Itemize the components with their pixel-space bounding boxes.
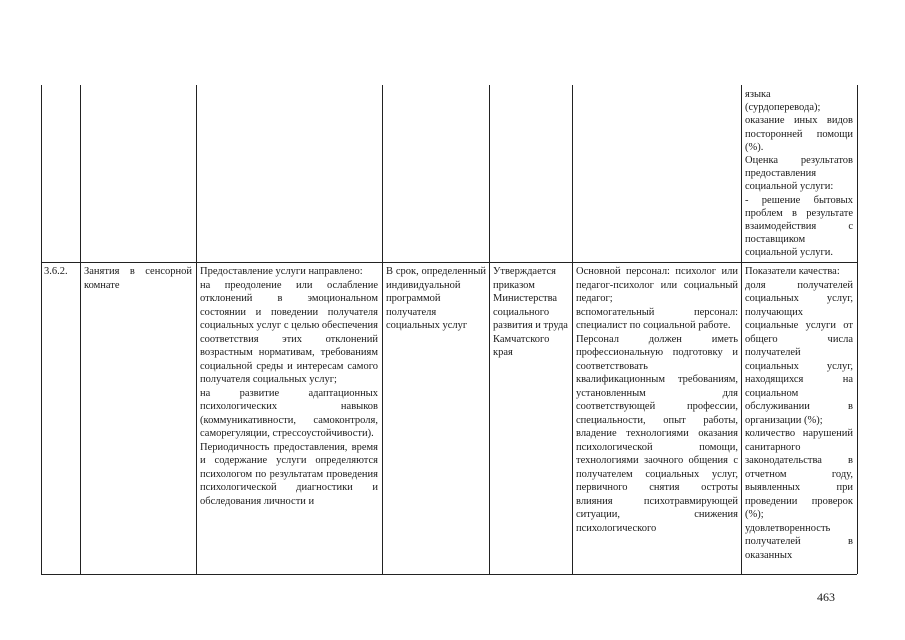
column-divider-3 xyxy=(382,85,383,574)
service-tariff: Утверждается приказом Министерства социального развития и труда Камчатского края xyxy=(493,266,571,358)
column-divider-4 xyxy=(489,85,490,574)
page-number: 463 xyxy=(817,590,835,604)
row-number: 3.6.2. xyxy=(44,266,68,277)
column-divider-2 xyxy=(196,85,197,574)
table-border-left xyxy=(41,85,42,574)
service-conditions: Основной персонал: психолог или педагог-психолог или социальный педагог; вспомогательный персонал: специалист по социальной работе. Персонал должен иметь профессиональную подготовку и соответствовать квалификационным требованиям, установленным для соответствующей профессии, специальности, опыт работы, владение технологиями оказания психологической помощи, технологиями заочного общения с получателем социальных услуг, первичного снятия остроты влияния психотравмирующей ситуации, снижения психологического xyxy=(576,266,738,534)
row-divider xyxy=(41,262,857,263)
service-description: Предоставление услуги направлено: на преодоление или ослабление отклонений в эмоциональном состоянии и поведении получателя социальных услуг с целью обеспечения соответствия этих отклонений возрастным нормативам, требованиям социальной среды и интересам самого получателя социальных услуг; на развитие адаптационных психологических навыков (коммуникативности, самоконтроля, саморегуляции, стрессоустойчивости). Периодичность предоставления, время и содержание услуги определяются психологом по результатам проведения психологической диагностики и обследования личности и xyxy=(200,266,378,507)
column-divider-5 xyxy=(572,85,573,574)
service-term: В срок, определенный индивидуальной программой получателя социальных услуг xyxy=(386,266,489,331)
table-bottom-border xyxy=(41,574,857,575)
indicators-cell-continued: языка (сурдоперевода); оказание иных видов посторонней помощи (%). Оценка результатов предоставления социальной услуги: - решение бытовых проблем в результате взаимодействия с поставщиком социальной услуги. xyxy=(745,89,853,259)
service-name: Занятия в сенсорной комнате xyxy=(84,266,195,291)
column-divider-6 xyxy=(741,85,742,574)
column-divider-1 xyxy=(80,85,81,574)
table-border-right xyxy=(857,85,858,574)
quality-indicators: Показатели качества: доля получателей социальных услуг, получающих социальные услуги от общего числа получателей социальных услуг, находящихся на социальном обслуживании в организации (%); количество нарушений санитарного законодательства в отчетном году, выявленных при проведении проверок (%); удовлетворенность получателей в оказанных xyxy=(745,266,853,561)
